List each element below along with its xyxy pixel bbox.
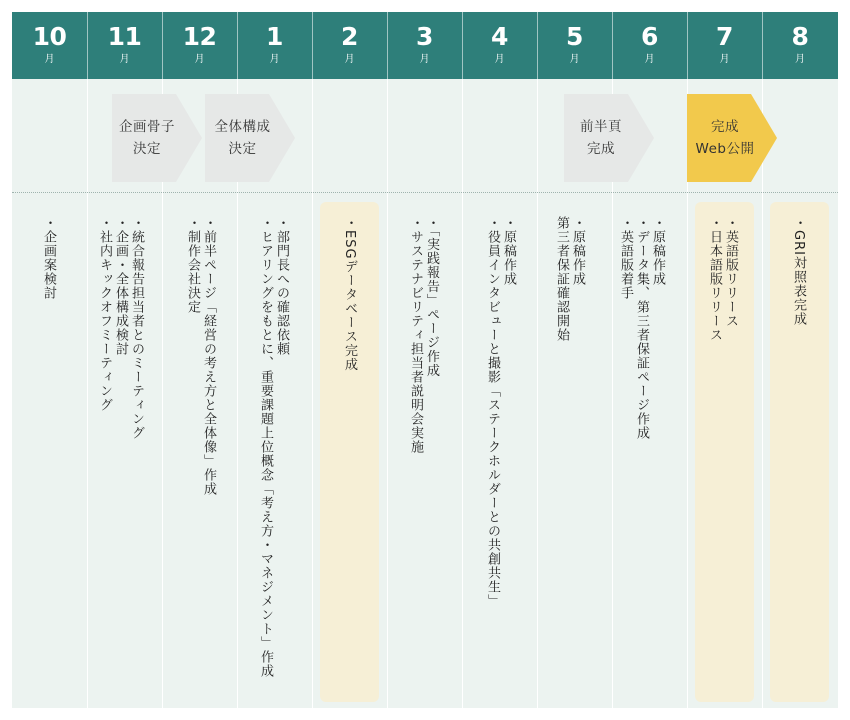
task-item: ・原稿作成 <box>570 216 585 286</box>
tasks-may <box>553 216 585 342</box>
month-header-may <box>537 12 612 79</box>
header-divider <box>687 12 688 79</box>
task-item: ・サステナビリティ担当者説明会実施 <box>408 216 423 454</box>
tasks-mar <box>407 216 439 454</box>
header-divider <box>87 12 88 79</box>
tasks-apr <box>484 216 516 608</box>
month-header-mar <box>387 12 462 79</box>
month-number: 3 <box>416 22 433 51</box>
month-unit: 月 <box>569 54 580 65</box>
tasks-dec <box>184 216 216 496</box>
month-header-dec <box>162 12 237 79</box>
task-item: ・前半ページ「経営の考え方と全体像」作成 <box>201 216 216 496</box>
task-item: ・データ集、第三者保証ページ作成 <box>634 216 649 440</box>
column-divider <box>387 79 388 708</box>
tasks-jan <box>257 216 289 678</box>
month-header-jan <box>237 12 312 79</box>
milestone-label: 完成 Web公開 <box>695 119 755 157</box>
tasks-aug <box>790 216 806 326</box>
month-number: 1 <box>266 22 283 51</box>
task-item: ・GRI対照表完成 <box>791 216 806 326</box>
month-unit: 月 <box>344 54 355 65</box>
milestone-arrow-kansei <box>687 94 777 182</box>
month-header-nov <box>87 12 162 79</box>
task-item: ・社内キックオフミーティング <box>97 216 112 412</box>
task-item: ・原稿作成 <box>650 216 665 286</box>
tasks-jun <box>617 216 665 440</box>
month-number: 8 <box>791 22 809 51</box>
month-unit: 月 <box>795 54 805 65</box>
schedule-timeline <box>12 12 838 708</box>
header-divider <box>762 12 763 79</box>
column-divider <box>462 79 463 708</box>
task-item: ・役員インタビューと撮影「ステークホルダーとの共創共生」 <box>485 216 500 608</box>
month-unit: 月 <box>719 54 730 65</box>
month-unit: 月 <box>44 54 55 65</box>
month-unit: 月 <box>494 54 505 65</box>
month-number: 5 <box>566 22 583 51</box>
task-item: ・日本語版リリース <box>707 216 722 342</box>
month-number: 7 <box>716 22 733 51</box>
header-divider <box>237 12 238 79</box>
task-item: ・原稿作成 <box>501 216 516 286</box>
task-item: 第三者保証確認開始 <box>554 216 569 342</box>
task-item: ・英語版着手 <box>618 216 633 300</box>
milestone-arrow-zenhan <box>564 94 654 182</box>
task-item: ・部門長への確認依頼 <box>274 216 289 356</box>
month-header-apr <box>462 12 537 79</box>
column-divider <box>537 79 538 708</box>
month-unit: 月 <box>194 54 205 65</box>
milestone-label: 前半頁 完成 <box>580 119 622 157</box>
header-divider <box>462 12 463 79</box>
month-number: 6 <box>641 22 658 51</box>
task-item: ・統合報告担当者とのミーティング <box>129 216 144 440</box>
month-header-bar <box>12 12 838 79</box>
task-item: ・ESGデータベース完成 <box>342 216 357 372</box>
month-number: 2 <box>341 22 358 51</box>
milestone-arrow-kikaku <box>112 94 202 182</box>
month-unit: 月 <box>644 54 655 65</box>
header-divider <box>387 12 388 79</box>
milestone-label: 全体構成 決定 <box>214 119 271 157</box>
month-header-jun <box>612 12 687 79</box>
month-number: 10 <box>32 22 67 51</box>
task-item: ・企画案検討 <box>41 216 56 300</box>
month-header-jul <box>687 12 762 79</box>
header-divider <box>537 12 538 79</box>
header-divider <box>162 12 163 79</box>
tasks-nov <box>96 216 144 440</box>
month-header-feb <box>312 12 387 79</box>
header-divider <box>312 12 313 79</box>
task-item: ・企画・全体構成検討 <box>113 216 128 356</box>
month-header-aug <box>762 12 838 79</box>
tasks-oct <box>40 216 56 300</box>
task-item: ・英語版リリース <box>723 216 738 328</box>
column-divider <box>87 79 88 708</box>
milestone-label: 企画骨子 決定 <box>119 119 175 157</box>
month-unit: 月 <box>119 54 130 65</box>
month-unit: 月 <box>269 54 280 65</box>
column-divider <box>312 79 313 708</box>
task-item: ・ヒアリングをもとに、重要課題上位概念「考え方・マネジメント」作成 <box>258 216 273 678</box>
month-header-oct <box>12 12 87 79</box>
milestone-divider-line <box>12 192 838 193</box>
tasks-feb <box>341 216 357 372</box>
task-item: ・「実践報告」ページ作成 <box>424 216 439 378</box>
milestone-arrow-zentai <box>205 94 295 182</box>
month-number: 12 <box>182 22 217 51</box>
task-item: ・制作会社決定 <box>185 216 200 314</box>
month-unit: 月 <box>419 54 430 65</box>
month-number: 11 <box>107 22 142 51</box>
tasks-jul <box>706 216 738 342</box>
header-divider <box>612 12 613 79</box>
month-number: 4 <box>491 22 508 51</box>
